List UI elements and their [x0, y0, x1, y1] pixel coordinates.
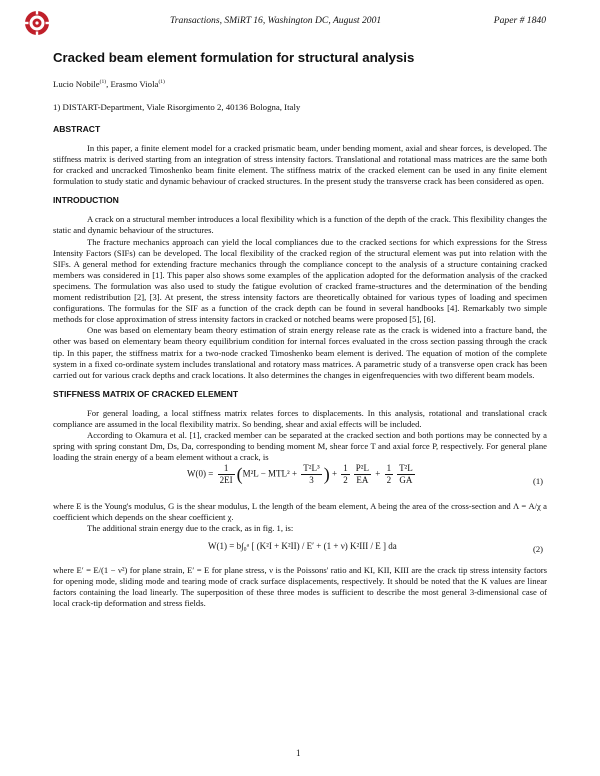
affiliation-mark: (1) [99, 79, 107, 86]
equation-1: W(0) = $\frac{1}{2EI}$ (M²L − MTL² + $\frac{\text{T²L³}}{3}$ ) + $\frac{1}{2}$ $\frac{\text{P²L}}{EA}$ + $\frac{1}{2}$ $\frac{\text{T²L}}{GA}$ (1) [187, 463, 543, 487]
author-separator: , [106, 79, 111, 89]
paragraph: One was based on elementary beam theory estimation of strain energy release rate as the crack is widened into a fracture band, the other was based on elementary beam theory equilibrium condition for internal forces evaluated in the cross section passing through the crack tip. In this paper, the stiffness matrix for a two-node cracked Timoshenko beam element is derived. The equation of motion of the complete system in a fixed co-ordinate system includes translational and rotatory mass matrices. A parametric study of a transverse open crack has been carried out for various crack depths and crack locations. It also determines the changes in eigenfrequencies with two different beam models. [53, 325, 547, 380]
journal-header: Transactions, SMiRT 16, Washington DC, August 2001 [170, 15, 382, 26]
fraction: $\frac{1}{2EI}$ [219, 463, 233, 486]
abstract-paragraph: In this paper, a finite element model for a cracked prismatic beam, under bending moment, axial and shear forces, is developed. The stiffness matrix is derived starting from an integration of stress intensity factors. Translational and rotational mass matrices are the same both for cracked and uncracked Timoshenko beam finite element. The stiffness matrix of the cracked element can be used in any finite element formulation to study static and dynamic behaviour of cracked structures. In the present study the transverse crack has been considered as open. [53, 143, 547, 187]
equation-number: (1) [532, 476, 543, 487]
fraction: $\frac{1}{2}$ [343, 463, 348, 486]
paragraph: The additional strain energy due to the crack, as in fig. 1, is: [87, 523, 294, 534]
paragraph: The fracture mechanics approach can yield the local compliances due to the cracked sections for which expressions for the Stress Intensity Factors (SIFs) can be developed. The local flexibility of the cracked region of the structural element was put into relation with the SIFs. A general method for extending fracture mechanics through the compliance concept to the analysis of a structure containing cracked members was considered in [1]. This paper also shows some examples of the application adopted for the deformation analysis of the cracked specimens. The formulation was also used to study the fatigue evolution of cracked frame-structures and the determination of the bending moment redistribution [2], [3]. At present, the stress intensity factors are theoretically obtained for various types of loading and specimen configurations. The formulas for the SIF as a function of the crack depth can be found in several handbooks [4]. Remarkably two simple methods for close approximation of stress intensity factors in cracked or notched beams were proposed [5], [6]. [53, 236, 547, 325]
affiliation-mark: (1) [158, 79, 165, 86]
paper-number: Paper # 1840 [493, 15, 546, 26]
page-number: 1 [296, 748, 301, 758]
plus-sign: + [331, 468, 338, 479]
affiliation: 1) DISTART-Department, Viale Risorgimento 2, 40136 Bologna, Italy [53, 102, 301, 112]
fraction: $\frac{1}{2}$ [386, 463, 392, 486]
equation-body: W(1) = b∫₀ᵃ [ (K²I + K²II) / E′ + (1 + ν) K²III / E ] da [208, 540, 397, 551]
paragraph: where E is the Young's modulus, G is the shear modulus, L the length of the beam element, A being the area of the cross-section and Λ = A/χ a coefficient which depends on the shear coefficient χ. [53, 501, 547, 523]
paper-title: Cracked beam element formulation for structural analysis [53, 50, 415, 65]
paragraph: According to Okamura et al. [1], cracked member can be separated at the cracked section and both portions may be connected by a spring with spring constant Dm, Ds, Da, corresponding to bending moment M, shear force T and axial force P, respectively. For general plane loading the strain energy of a beam element without a crack, is [53, 429, 547, 463]
equation-term: M²L − MTL² + [242, 468, 298, 479]
paper-body [53, 50, 547, 609]
author-name: Lucio Nobile [53, 79, 100, 89]
section-heading-stiffness: STIFFNESS MATRIX OF CRACKED ELEMENT [53, 388, 239, 399]
equation-2 [53, 535, 547, 565]
fraction: $\frac{\text{P²L}}{EA}$ [355, 463, 369, 486]
plus-sign: + [375, 468, 381, 479]
paragraph: where E′ = E/(1 − ν²) for plane strain, E′ = E for plane stress, ν is the Poissons' ratio and KI, KII, KIII are the crack tip stress intensity factors for opening mode, sliding mode and tearing mode of crack surface displacements, respectively. It should be noted that the K values are linear factors containing the load linearly. The superposition of these three modes is sufficient to describe the most general 3-dimensional case of local crack-tip deformation and stress fields. [53, 564, 547, 608]
fraction: $\frac{\text{T²L³}}{3}$ [303, 463, 320, 486]
smirt-logo-icon [24, 10, 50, 36]
author-line [53, 79, 547, 89]
paragraph: For general loading, a local stiffness matrix relates forces to displacements. In this analysis, rotational and translational crack compliance are assumed in the local flexibility matrix. So bending, shear and axial effects will be included. [53, 407, 547, 429]
fraction: $\frac{\text{T²L}}{GA}$ [399, 463, 413, 486]
equation-number: (2) [532, 543, 543, 554]
paragraph: A crack on a structural member introduces a local flexibility which is a function of the depth of the crack. This flexibility changes the static and dynamic behaviour of the structures. [53, 214, 547, 236]
author-name: Erasmo Viola [110, 79, 159, 89]
section-heading-introduction: INTRODUCTION [53, 195, 119, 206]
equation-lhs: W(0) = [187, 468, 214, 479]
section-heading-abstract: ABSTRACT [53, 124, 101, 134]
